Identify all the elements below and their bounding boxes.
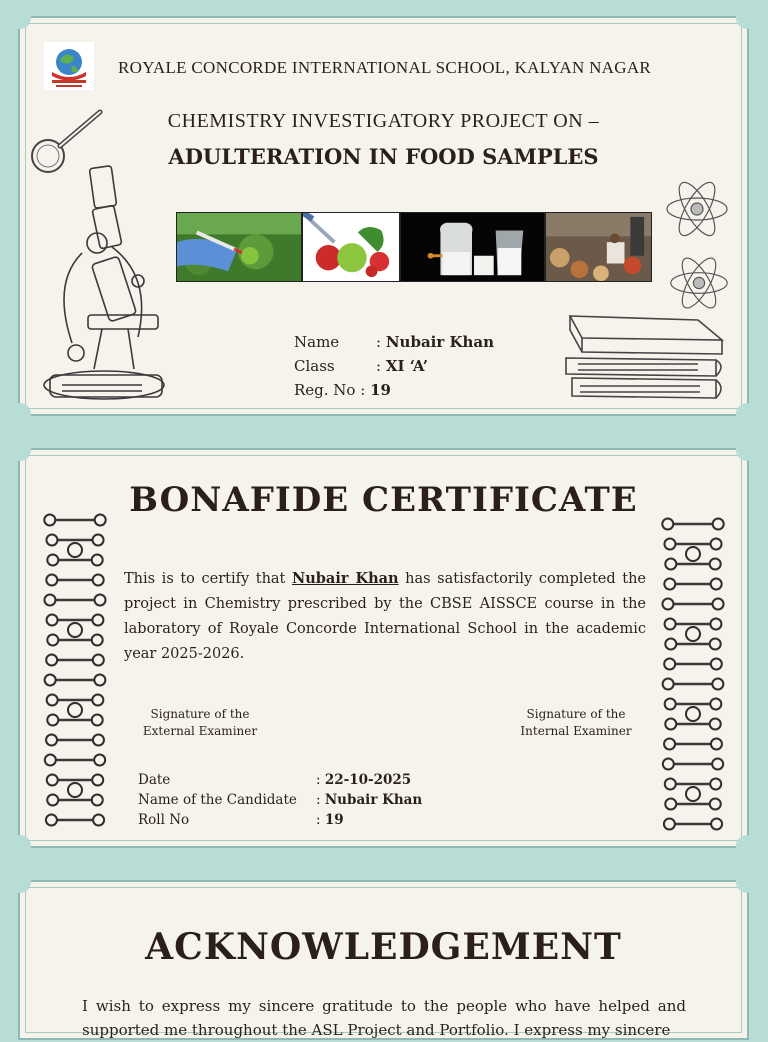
acknowledgement-page <box>18 880 749 1040</box>
candidate-label: Date <box>138 772 171 788</box>
internal-examiner-signature: Signature of the Internal Examiner <box>520 707 632 738</box>
project-subject-line: CHEMISTRY INVESTIGATORY PROJECT ON – <box>167 110 600 132</box>
books-sketch-icon <box>558 308 730 412</box>
certificate-student-name: Nubair Khan <box>291 570 399 587</box>
dna-left-icon <box>40 512 110 838</box>
acknowledgement-body: I wish to express my sincere gratitude to the people who have helped and supported me throughout the ASL Project and Portfolio. I express my sincere <box>82 997 686 1039</box>
project-title: ADULTERATION IN FOOD SAMPLES <box>168 144 599 169</box>
candidate-value: 19 <box>324 812 344 828</box>
school-logo <box>44 42 94 90</box>
candidate-details <box>138 770 422 830</box>
acknowledgement-title: ACKNOWLEDGEMENT <box>145 926 622 968</box>
atom-sketch-icon <box>666 252 732 314</box>
candidate-label: Roll No <box>138 812 190 828</box>
atom-sketch-icon <box>662 176 732 242</box>
external-examiner-signature: Signature of the External Examiner <box>142 707 258 738</box>
detail-label: Class <box>294 357 335 375</box>
detail-separator: : <box>360 381 366 399</box>
school-name: ROYALE CONCORDE INTERNATIONAL SCHOOL, KALYAN NAGAR <box>118 58 652 77</box>
candidate-row-name: Name of the Candidate : Nubair Khan <box>138 792 423 808</box>
photo-injecting-vegetables <box>176 212 302 282</box>
microscope-sketch-icon <box>42 163 172 408</box>
candidate-row-date: Date : 22-10-2025 <box>138 772 412 788</box>
cover-page <box>18 16 749 416</box>
detail-row-reg <box>294 378 494 402</box>
detail-separator: : <box>376 357 382 375</box>
detail-label: Name <box>294 333 340 351</box>
detail-row-class <box>294 354 494 378</box>
detail-value-name: Nubair Khan <box>385 333 495 351</box>
candidate-label: Name of the Candidate <box>138 792 297 808</box>
photo-market-vendor <box>545 212 652 282</box>
student-details <box>294 330 494 402</box>
candidate-row-roll: Roll No : 19 <box>138 812 344 828</box>
certificate-title: BONAFIDE CERTIFICATE <box>129 480 638 520</box>
detail-separator: : <box>376 333 382 351</box>
dna-right-icon <box>658 516 728 842</box>
photo-milk <box>400 212 545 282</box>
detail-label: Reg. No <box>294 381 356 399</box>
detail-value-class: XI ‘A’ <box>385 357 428 375</box>
candidate-value: 22-10-2025 <box>324 772 412 788</box>
certificate-body: This is to certify that Nubair Khan has satisfactorily completed the project in Chemistry prescribed by the CBSE AISSCE course in the laboratory of Royale Concorde International School in the academic year 2025-2026. <box>124 570 646 662</box>
food-photo-strip <box>176 212 652 282</box>
detail-value-reg: 19 <box>370 381 391 399</box>
candidate-value: Nubair Khan <box>324 792 423 808</box>
photo-fruits <box>302 212 400 282</box>
bonafide-certificate-page <box>18 448 749 848</box>
detail-row-name <box>294 330 494 354</box>
